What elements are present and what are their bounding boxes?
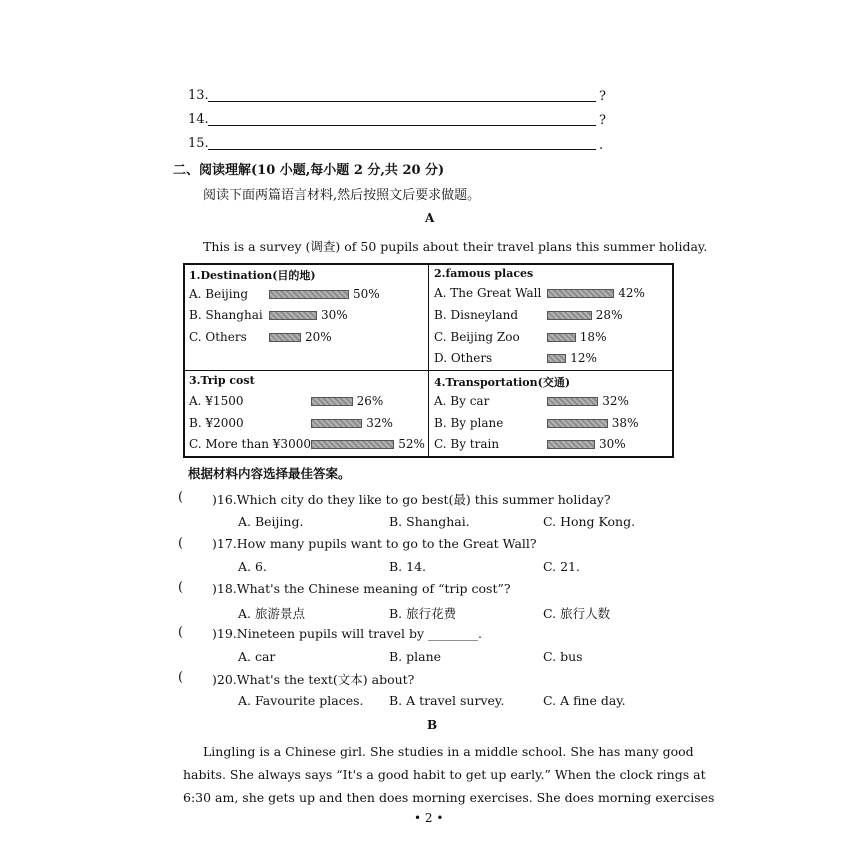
survey-row	[430, 308, 674, 324]
survey-row	[430, 286, 674, 302]
bar-value-label: 32%	[366, 416, 393, 430]
option-b: B. 旅行花费	[389, 606, 457, 621]
bar-value-label: 30%	[321, 308, 348, 322]
panel-title: 1.Destination(目的地)	[189, 269, 316, 282]
option-b: B. Shanghai.	[389, 514, 470, 529]
survey-panel-trip-cost	[185, 372, 428, 458]
option-c: C. A fine day.	[543, 693, 626, 708]
question-stem: )19.Nineteen pupils will travel by ________.	[212, 626, 482, 641]
option-a: A. 6.	[238, 559, 267, 574]
row-label: C. More than ¥3000	[189, 437, 311, 451]
survey-row	[430, 416, 674, 432]
row-label: B. ¥2000	[189, 416, 244, 430]
answer-number: 15.	[188, 136, 209, 151]
bar-value-label: 28%	[595, 308, 623, 322]
passage-b-letter: B	[427, 718, 438, 732]
survey-row	[185, 308, 428, 324]
section-heading: 二、阅读理解(10 小题,每小题 2 分,共 20 分)	[173, 163, 445, 178]
bar	[547, 311, 592, 320]
option-c: C. 21.	[543, 559, 580, 574]
passage-a-intro: This is a survey (调查) of 50 pupils about their travel plans this summer holiday.	[203, 239, 708, 254]
survey-row	[185, 416, 428, 432]
option-a: A. Favourite places.	[238, 693, 364, 708]
table-divider-vertical	[428, 265, 429, 456]
question-stem: )16.Which city do they like to go best(最) this summer holiday?	[212, 492, 611, 507]
bar-value-label: 52%	[398, 437, 425, 451]
option-c: C. Hong Kong.	[543, 514, 636, 529]
bar	[311, 440, 394, 449]
option-c: C. bus	[543, 649, 583, 664]
survey-row	[430, 394, 674, 410]
answer-blank	[208, 125, 596, 126]
survey-panel-transportation	[430, 372, 674, 458]
option-b: B. 14.	[389, 559, 427, 574]
answer-end-mark: ?	[599, 113, 606, 128]
passage-b-line: 6:30 am, she gets up and then does morning exercises. She does morning exercises	[183, 790, 715, 805]
row-label: A. Beijing	[189, 287, 249, 301]
option-b: B. plane	[389, 649, 442, 664]
bar	[547, 289, 614, 298]
question-stem: )18.What's the Chinese meaning of “trip cost”?	[212, 581, 511, 596]
row-label: A. The Great Wall	[434, 286, 542, 300]
option-a: A. Beijing.	[238, 514, 304, 529]
bar-value-label: 50%	[353, 287, 380, 301]
answer-number: 14.	[188, 112, 209, 127]
bar	[311, 419, 362, 428]
bar-value-label: 26%	[356, 394, 384, 408]
row-label: A. By car	[434, 394, 490, 408]
bar-value-label: 42%	[618, 286, 645, 300]
choose-instruction: 根据材料内容选择最佳答案。	[188, 466, 351, 481]
survey-row	[430, 351, 674, 367]
option-c: C. 旅行人数	[543, 606, 611, 621]
question-stem: )17.How many pupils want to go to the Great Wall?	[212, 536, 537, 551]
answer-end-mark: ?	[599, 89, 606, 104]
option-a: A. 旅游景点	[238, 606, 305, 621]
section-instruction: 阅读下面两篇语言材料,然后按照文后要求做题。	[203, 188, 481, 203]
bar	[547, 354, 566, 363]
row-label: C. Others	[189, 330, 247, 344]
answer-end-mark: .	[599, 138, 604, 153]
row-label: B. By plane	[434, 416, 504, 430]
bar	[547, 419, 608, 428]
option-b: B. A travel survey.	[389, 693, 505, 708]
survey-row	[185, 437, 428, 453]
panel-title: 2.famous places	[434, 267, 534, 280]
answer-blank	[208, 149, 596, 150]
bar-value-label: 12%	[570, 351, 597, 365]
bar	[547, 333, 576, 342]
survey-row	[185, 394, 428, 410]
answer-bracket: (	[178, 536, 184, 551]
row-label: D. Others	[434, 351, 493, 365]
bar	[269, 290, 349, 299]
passage-b-line: Lingling is a Chinese girl. She studies in a middle school. She has many good	[203, 744, 694, 759]
answer-bracket: (	[178, 670, 184, 685]
answer-bracket: (	[178, 580, 184, 595]
row-label: B. Shanghai	[189, 308, 263, 322]
row-label: A. ¥1500	[189, 394, 244, 408]
bar	[269, 311, 317, 320]
bar-value-label: 18%	[579, 330, 607, 344]
question-stem: )20.What's the text(文本) about?	[212, 672, 415, 687]
answer-bracket: (	[178, 490, 184, 505]
panel-title: 3.Trip cost	[189, 374, 255, 387]
row-label: C. Beijing Zoo	[434, 330, 520, 344]
bar	[547, 397, 598, 406]
survey-row	[185, 287, 428, 303]
survey-row	[430, 437, 674, 453]
bar-value-label: 20%	[305, 330, 332, 344]
passage-a-letter: A	[425, 211, 435, 225]
bar	[311, 397, 353, 406]
bar	[547, 440, 595, 449]
survey-table	[183, 263, 674, 458]
bar-value-label: 38%	[611, 416, 639, 430]
row-label: C. By train	[434, 437, 500, 451]
page-number: • 2 •	[414, 811, 444, 825]
passage-b-line: habits. She always says “It's a good habit to get up early.” When the clock rings at	[183, 767, 706, 782]
bar	[269, 333, 301, 342]
survey-panel-destination	[185, 265, 428, 370]
option-a: A. car	[238, 649, 276, 664]
table-divider-horizontal	[185, 370, 672, 371]
survey-row	[430, 330, 674, 346]
panel-title: 4.Transportation(交通)	[434, 376, 571, 389]
bar-value-label: 30%	[599, 437, 626, 451]
answer-number: 13.	[188, 88, 209, 103]
answer-bracket: (	[178, 625, 184, 640]
row-label: B. Disneyland	[434, 308, 519, 322]
survey-row	[185, 330, 428, 346]
survey-panel-famous-places	[430, 265, 674, 370]
bar-value-label: 32%	[602, 394, 629, 408]
answer-blank	[208, 101, 596, 102]
